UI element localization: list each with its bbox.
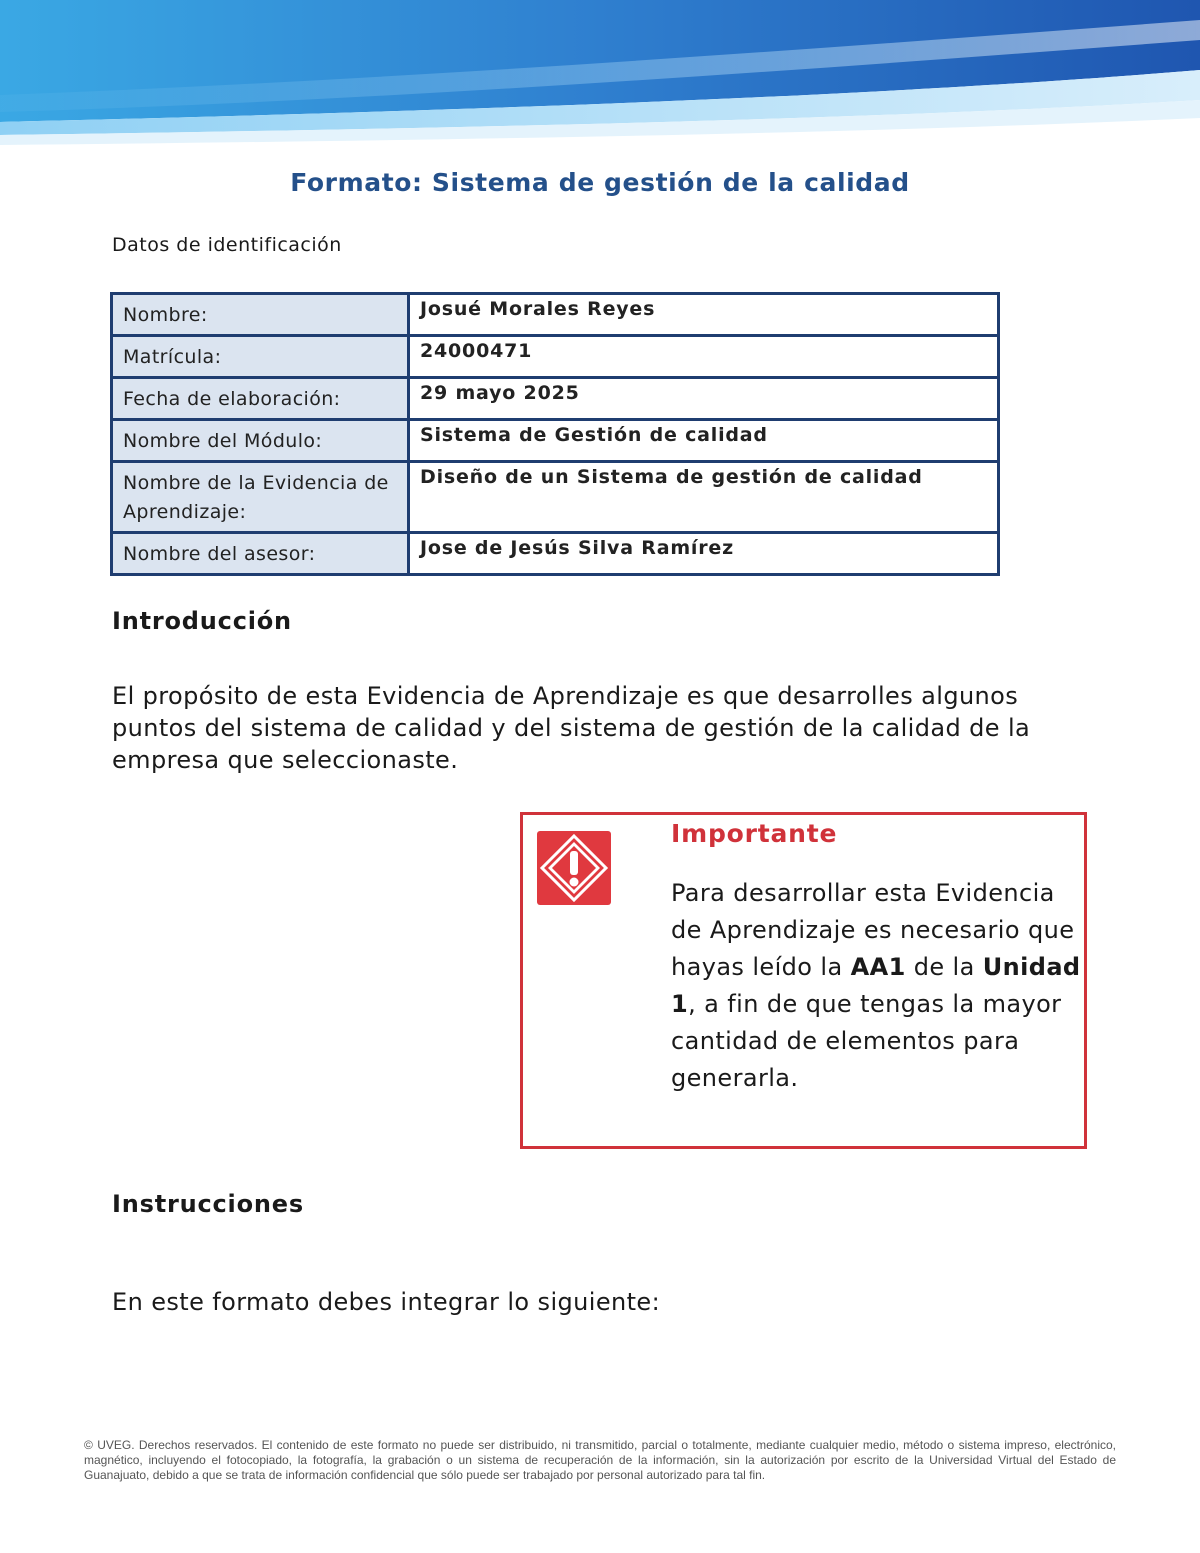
row-value: 24000471 [409, 336, 999, 378]
notice-title: Importante [671, 819, 838, 848]
copyright-footer: © UVEG. Derechos reservados. El contenido de este formato no puede ser distribuido, ni transmitido, parcial o totalmente, mediante cualquier medio, método o sistema impreso, electrónico, magnético, incluyendo el fotocopiado, la fotografía, la grabación o un sistema de recuperación de la información, sin la autorización por escrito de la Universidad Virtual del Estado de Guanajuato, debido a que se trata de información confidencial que sólo puede ser trabajado por personal autorizado para tal fin. [84, 1438, 1116, 1482]
row-label: Nombre del Módulo: [112, 420, 409, 462]
identification-table [110, 292, 1000, 576]
important-notice-box [520, 812, 1087, 1149]
row-value: 29 mayo 2025 [409, 378, 999, 420]
row-value: Jose de Jesús Silva Ramírez [409, 533, 999, 575]
row-label: Nombre del asesor: [112, 533, 409, 575]
row-label: Fecha de elaboración: [112, 378, 409, 420]
warning-icon [537, 831, 611, 905]
table-row [112, 533, 999, 575]
row-value: Diseño de un Sistema de gestión de calidad [409, 462, 999, 533]
intro-heading: Introducción [112, 607, 292, 635]
row-value: Sistema de Gestión de calidad [409, 420, 999, 462]
row-value: Josué Morales Reyes [409, 294, 999, 336]
table-row [112, 336, 999, 378]
identification-heading: Datos de identificación [112, 234, 342, 256]
table-row [112, 420, 999, 462]
table-row [112, 462, 999, 533]
document-title: Formato: Sistema de gestión de la calidad [290, 168, 910, 197]
notice-text: Para desarrollar esta Evidencia de Aprendizaje es necesario que hayas leído la AA1 de la Unidad 1, a fin de que tengas la mayor cantidad de elementos para generarla. [671, 879, 1081, 1092]
row-label: Nombre de la Evidencia de Aprendizaje: [112, 462, 409, 533]
instructions-paragraph: En este formato debes integrar lo siguiente: [112, 1288, 661, 1316]
row-label: Matrícula: [112, 336, 409, 378]
row-label: Nombre: [112, 294, 409, 336]
table-row [112, 294, 999, 336]
intro-paragraph: El propósito de esta Evidencia de Aprendizaje es que desarrolles algunos puntos del sistema de calidad y del sistema de gestión de la calidad de la empresa que seleccionaste. [112, 682, 1031, 774]
instructions-heading: Instrucciones [112, 1190, 304, 1218]
header-banner [0, 0, 1200, 150]
table-row [112, 378, 999, 420]
